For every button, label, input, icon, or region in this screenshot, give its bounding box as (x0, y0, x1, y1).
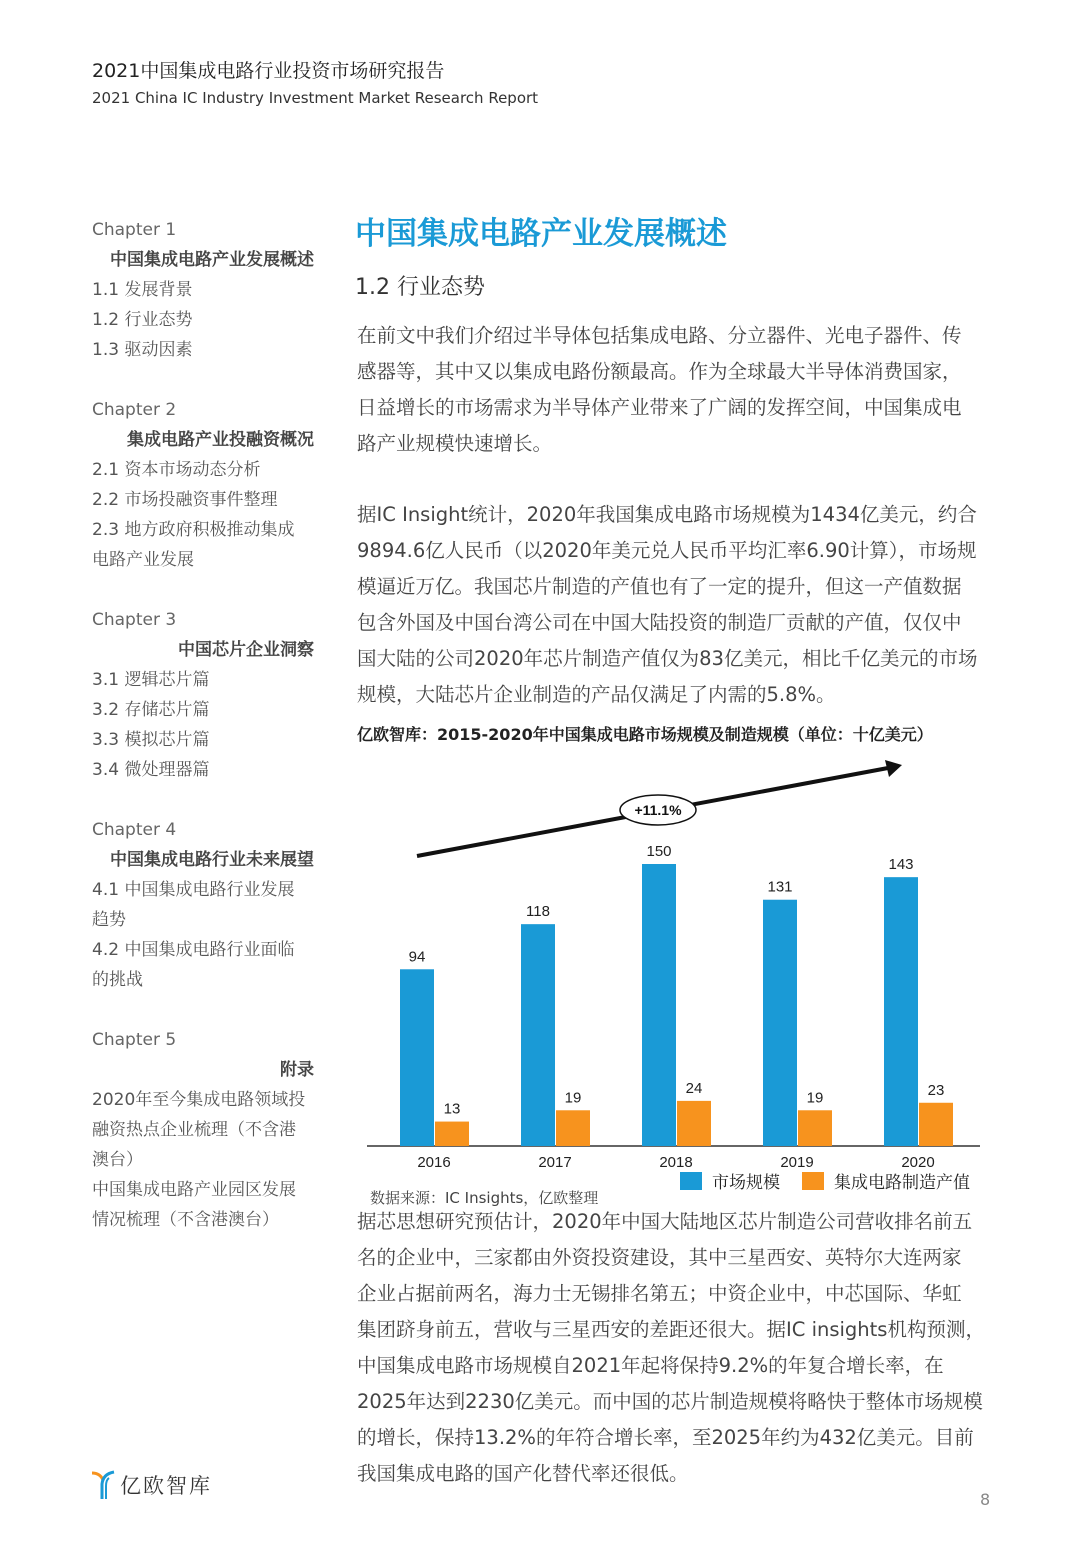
bar-market-2020 (884, 877, 918, 1146)
data-label: 118 (526, 903, 550, 921)
sidebar-item[interactable]: 2.1 资本市场动态分析 (92, 460, 261, 480)
sidebar-item[interactable]: 2.2 市场投融资事件整理 (92, 490, 278, 510)
paragraph-line: 集团跻身前五，营收与三星西安的差距还很大。据IC insights机构预测， (357, 1318, 985, 1341)
chapter-label: Chapter 1 (92, 220, 177, 240)
sidebar-item[interactable]: 4.1 中国集成电路行业发展 (92, 880, 295, 900)
sidebar-item[interactable]: 趋势 (92, 910, 126, 930)
x-tick-label: 2017 (538, 1154, 572, 1171)
data-label: 23 (927, 1081, 945, 1099)
logo-icon (90, 1470, 116, 1500)
chapter-title: 中国集成电路产业发展概述 (110, 250, 314, 270)
paragraph-line: 中国集成电路市场规模自2021年起将保持9.2%的年复合增长率，在 (357, 1354, 944, 1377)
chart-source: 数据来源：IC Insights，亿欧整理 (370, 1189, 599, 1207)
x-tick-label: 2019 (780, 1154, 814, 1171)
paragraph-line: 国大陆的公司2020年芯片制造产值仅为83亿美元，相比千亿美元的市场 (357, 647, 978, 670)
paragraph-line: 我国集成电路的国产化替代率还很低。 (357, 1462, 689, 1485)
paragraph-line: 规模，大陆芯片企业制造的产品仅满足了内需的5.8%。 (357, 683, 836, 706)
chapter-label: Chapter 4 (92, 820, 177, 840)
paragraph-line: 据IC Insight统计，2020年我国集成电路市场规模为1434亿美元，约合 (357, 503, 977, 526)
chapter-title: 集成电路产业投融资概况 (127, 430, 314, 450)
chart-title: 亿欧智库：2015-2020年中国集成电路市场规模及制造规模（单位：十亿美元） (357, 725, 933, 744)
data-label: 19 (806, 1089, 824, 1107)
bar-manufacturing-2016 (435, 1122, 469, 1146)
chapter-title: 中国集成电路行业未来展望 (110, 850, 314, 870)
bar-manufacturing-2019 (798, 1110, 832, 1146)
x-tick-label: 2016 (417, 1154, 451, 1171)
bar-market-2016 (400, 969, 434, 1146)
logo (90, 1470, 212, 1500)
bar-manufacturing-2018 (677, 1101, 711, 1146)
legend-swatch (802, 1172, 824, 1190)
paragraph-line: 模逼近万亿。我国芯片制造的产值也有了一定的提升，但这一产值数据 (357, 575, 962, 598)
spacer (92, 575, 314, 605)
sidebar-item[interactable]: 电路产业发展 (92, 550, 194, 570)
bar-manufacturing-2017 (556, 1110, 590, 1146)
sidebar-item[interactable]: 3.3 模拟芯片篇 (92, 730, 210, 750)
paragraph-line: 名的企业中，三家都由外资投资建设，其中三星西安、英特尔大连两家 (357, 1246, 962, 1269)
spacer (92, 365, 314, 395)
paragraph-line: 在前文中我们介绍过半导体包括集成电路、分立器件、光电子器件、传 (357, 324, 962, 347)
sidebar-item[interactable]: 融资热点企业梳理（不含港 (92, 1120, 296, 1140)
legend-swatch (680, 1172, 702, 1190)
paragraph-line: 包含外国及中国台湾公司在中国大陆投资的制造厂贡献的产值，仅仅中 (357, 611, 962, 634)
chapter-label: Chapter 3 (92, 610, 177, 630)
bar-market-2017 (521, 924, 555, 1146)
bar-chart (340, 750, 1020, 1190)
paragraph-line: 2025年达到2230亿美元。而中国的芯片制造规模将略快于整体市场规模 (357, 1390, 983, 1413)
spacer (92, 995, 314, 1025)
paragraph-1 (357, 318, 962, 462)
legend-label: 市场规模 (712, 1173, 780, 1190)
sidebar-item[interactable]: 3.4 微处理器篇 (92, 760, 210, 780)
chapter-label: Chapter 5 (92, 1030, 177, 1050)
sidebar-item[interactable]: 1.1 发展背景 (92, 280, 193, 300)
sidebar-item[interactable]: 1.2 行业态势 (92, 310, 193, 330)
sidebar-item[interactable]: 3.2 存储芯片篇 (92, 700, 210, 720)
sidebar-item[interactable]: 3.1 逻辑芯片篇 (92, 670, 210, 690)
paragraph-line: 的增长，保持13.2%的年符合增长率，至2025年约为432亿美元。目前 (357, 1426, 974, 1449)
sidebar-item[interactable]: 4.2 中国集成电路行业面临 (92, 940, 295, 960)
growth-rate: +11.1% (634, 802, 682, 818)
sidebar-item[interactable]: 2020年至今集成电路领域投 (92, 1090, 306, 1110)
data-label: 24 (685, 1079, 703, 1097)
chapter-nav (92, 215, 314, 1235)
arrow-head-icon (885, 760, 902, 777)
sidebar-item[interactable]: 2.3 地方政府积极推动集成 (92, 520, 295, 540)
data-label: 150 (646, 843, 672, 860)
paragraph-line: 日益增长的市场需求为半导体产业带来了广阔的发挥空间，中国集成电 (357, 396, 962, 419)
paragraph-line: 9894.6亿人民币（以2020年美元兑人民币平均汇率6.90计算），市场规 (357, 539, 977, 562)
paragraph-2 (357, 497, 977, 713)
chapter-title: 中国芯片企业洞察 (178, 640, 314, 660)
paragraph-3 (357, 1204, 985, 1492)
data-label: 131 (767, 878, 793, 896)
sidebar-item[interactable]: 1.3 驱动因素 (92, 340, 193, 360)
sidebar-item[interactable]: 情况梳理（不含港澳台） (92, 1210, 279, 1230)
paragraph-line: 感器等，其中又以集成电路份额最高。作为全球最大半导体消费国家， (357, 360, 962, 383)
paragraph-line: 企业占据前两名，海力士无锡排名第五；中资企业中，中芯国际、华虹 (357, 1282, 962, 1305)
paragraph-line: 据芯思想研究预估计，2020年中国大陆地区芯片制造公司营收排名前五 (357, 1210, 973, 1233)
sidebar-item[interactable]: 的挑战 (92, 970, 143, 990)
chapter-title: 附录 (280, 1060, 314, 1080)
report-title-en: 2021 China IC Industry Investment Market Research Report (92, 89, 539, 107)
x-tick-label: 2020 (901, 1154, 935, 1171)
data-label: 143 (888, 856, 914, 874)
legend-label: 集成电路制造产值 (834, 1173, 970, 1190)
spacer (92, 785, 314, 815)
sidebar-item[interactable]: 中国集成电路产业园区发展 (92, 1180, 296, 1200)
x-tick-label: 2018 (659, 1154, 693, 1171)
bar-market-2019 (763, 900, 797, 1146)
bar-market-2018 (642, 864, 676, 1146)
report-title-cn: 2021中国集成电路行业投资市场研究报告 (92, 60, 445, 82)
section-subtitle: 1.2 行业态势 (355, 275, 485, 300)
page-number: 8 (980, 1490, 991, 1509)
sidebar-item[interactable]: 澳台） (92, 1150, 143, 1170)
paragraph-line: 路产业规模快速增长。 (357, 432, 553, 455)
data-label: 19 (564, 1089, 582, 1107)
bar-manufacturing-2020 (919, 1103, 953, 1146)
chapter-label: Chapter 2 (92, 400, 177, 420)
section-title: 中国集成电路产业发展概述 (355, 216, 727, 252)
logo-text: 亿欧智库 (120, 1474, 212, 1498)
data-label: 94 (408, 948, 426, 966)
data-label: 13 (443, 1100, 461, 1118)
